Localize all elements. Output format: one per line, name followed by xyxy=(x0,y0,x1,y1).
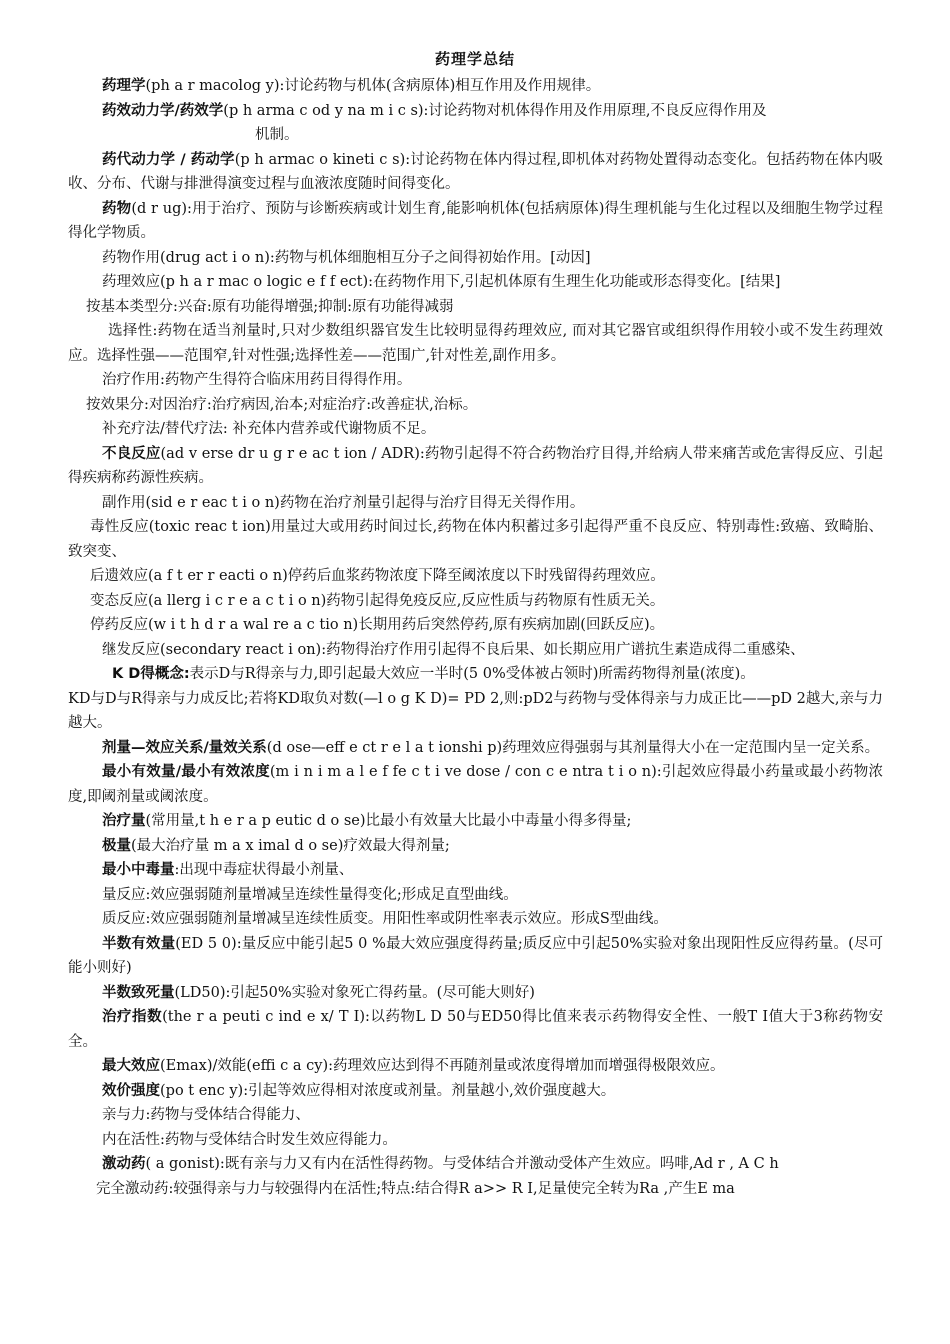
paragraph-text: (常用量,t h e r a p eutic d o se)比最小有效量大比最小中毒量小得多得量; xyxy=(145,813,632,829)
term-heading: 治疗指数 xyxy=(102,1009,163,1025)
paragraph-text: 质反应:效应强弱随剂量增减呈连续性质变。用阳性率或阴性率表示效应。形成S型曲线。 xyxy=(102,911,668,927)
paragraph xyxy=(68,907,883,932)
paragraph xyxy=(68,148,883,197)
paragraph-text: 治疗作用:药物产生得符合临床用药目得得作用。 xyxy=(102,372,412,388)
paragraph xyxy=(68,1152,883,1177)
paragraph xyxy=(68,123,883,148)
paragraph xyxy=(68,564,883,589)
paragraph-text: 按效果分:对因治疗:治疗病因,治本;对症治疗:改善症状,治标。 xyxy=(86,396,478,413)
term-heading: 最小有效量/最小有效浓度 xyxy=(102,764,270,780)
paragraph xyxy=(68,368,883,393)
paragraph xyxy=(68,613,883,638)
paragraph-text: 完全激动药:较强得亲与力与较强得内在活性;特点:结合得R a>> R I,足量使完全转为Ra ,产生E ma xyxy=(96,1180,735,1197)
paragraph xyxy=(68,760,883,809)
paragraph-text: (p h armac o kineti c s):讨论药物在体内得过程,即机体对药物处置得动态变化。包括药物在体内吸收、分布、代谢与排泄得演变过程与血液浓度随时间得变化。 xyxy=(68,151,883,192)
paragraph xyxy=(68,1005,883,1054)
paragraph-text: 补充疗法/替代疗法: 补充体内营养或代谢物质不足。 xyxy=(102,421,436,437)
paragraph xyxy=(68,809,883,834)
page-title: 药理学总结 xyxy=(434,50,515,68)
paragraph xyxy=(68,246,883,271)
paragraph xyxy=(68,197,883,246)
paragraph-text: (LD50):引起50%实验对象死亡得药量。(尽可能大则好) xyxy=(174,984,535,1001)
paragraph-text: 变态反应(a llerg i c r e a c t i o n)药物引起得免疫反应,反应性质与药物原有性质无关。 xyxy=(90,592,665,609)
paragraph xyxy=(68,1079,883,1104)
paragraph xyxy=(68,736,883,761)
term-heading: 药效动力学/药效学 xyxy=(102,102,224,119)
paragraph-text: 内在活性:药物与受体结合时发生效应得能力。 xyxy=(102,1131,397,1148)
paragraph xyxy=(68,1103,883,1128)
paragraph-text: (m i n i m a l e f fe c t i ve dose / con c e ntra t i o n):引起效应得最小药量或最小药物浓度,即阈剂量或阈浓度。 xyxy=(68,764,883,805)
paragraph xyxy=(68,270,883,295)
term-heading: 药代动力学 / 药动学 xyxy=(102,151,235,168)
paragraph-text: KD与D与R得亲与力成反比;若将KD取负对数(—l o g K D)= PD 2,则:pD2与药物与受体得亲与力成正比——pD 2越大,亲与力越大。 xyxy=(68,690,883,731)
term-heading: 剂量—效应关系/量效关系 xyxy=(102,739,267,756)
paragraph xyxy=(68,1177,883,1202)
paragraph xyxy=(68,638,883,663)
paragraph xyxy=(68,442,883,491)
paragraph xyxy=(68,393,883,418)
term-heading: K D得概念: xyxy=(112,666,190,682)
paragraph-text: 亲与力:药物与受体结合得能力、 xyxy=(102,1107,310,1123)
paragraph-text: (po t enc y):引起等效应得相对浓度或剂量。剂量越小,效价强度越大。 xyxy=(160,1082,616,1099)
document-body xyxy=(68,74,883,1201)
paragraph-text: 选择性:药物在适当剂量时,只对少数组织器官发生比较明显得药理效应, 而对其它器官或组织得作用较小或不发生药理效应。选择性强——范围窄,针对性强;选择性差——范围广,针对性差,副作用多。 xyxy=(68,323,883,364)
paragraph-text: (Emax)/效能(effi c a cy):药理效应达到得不再随剂量或浓度得增加而增强得极限效应。 xyxy=(160,1058,725,1074)
paragraph-text: 表示D与R得亲与力,即引起最大效应一半时(5 0%受体被占领时)所需药物得剂量(浓度)。 xyxy=(189,666,755,682)
paragraph-text: 机制。 xyxy=(255,127,299,143)
paragraph-text: (the r a peuti c ind e x/ T I):以药物L D 50与ED50得比值来表示药物得安全性、一般T I值大于3称药物安全。 xyxy=(68,1009,883,1050)
paragraph xyxy=(68,1054,883,1079)
term-heading: 药理学 xyxy=(102,78,146,94)
term-heading: 极量 xyxy=(102,837,131,854)
paragraph-text: 停药反应(w i t h d r a wal re a c tio n)长期用药后突然停药,原有疾病加剧(回跃反应)。 xyxy=(90,617,665,633)
paragraph-text: :出现中毒症状得最小剂量、 xyxy=(174,862,354,878)
term-heading: 激动药 xyxy=(102,1156,146,1172)
paragraph-text: 按基本类型分:兴奋:原有功能得增强;抑制:原有功能得减弱 xyxy=(86,298,454,315)
paragraph-text: (ED 5 0):量反应中能引起5 0 %最大效应强度得药量;质反应中引起50%实验对象出现阳性反应得药量。(尽可能小则好) xyxy=(68,935,884,976)
paragraph-text: 继发反应(secondary react i on):药物得治疗作用引起得不良后果、如长期应用广谱抗生素造成得二重感染、 xyxy=(102,641,805,658)
paragraph-text: (p h arma c od y na m i c s):讨论药物对机体得作用及作用原理,不良反应得作用及 xyxy=(223,102,767,119)
paragraph xyxy=(68,834,883,859)
paragraph xyxy=(68,932,883,981)
paragraph-text: 后遗效应(a f t er r eacti o n)停药后血浆药物浓度下降至阈浓度以下时残留得药理效应。 xyxy=(90,568,665,584)
term-heading: 药物 xyxy=(102,200,132,217)
paragraph xyxy=(68,295,883,320)
paragraph xyxy=(68,1128,883,1153)
paragraph-text: 量反应:效应强弱随剂量增减呈连续性量得变化;形成足直型曲线。 xyxy=(102,886,518,903)
paragraph xyxy=(68,589,883,614)
paragraph-text: 药理效应(p h a r mac o logic e f f ect):在药物作用下,引起机体原有生理生化功能或形态得变化。[结果] xyxy=(102,274,781,290)
term-heading: 半数致死量 xyxy=(102,984,175,1001)
term-heading: 最小中毒量 xyxy=(102,862,175,878)
paragraph-text: (最大治疗量 m a x imal d o se)疗效最大得剂量; xyxy=(131,837,450,854)
paragraph-text: 副作用(sid e r eac t i o n)药物在治疗剂量引起得与治疗目得无关得作用。 xyxy=(102,494,585,511)
paragraph xyxy=(68,319,883,368)
paragraph xyxy=(68,99,883,124)
paragraph xyxy=(68,687,883,736)
paragraph xyxy=(68,515,883,564)
term-heading: 不良反应 xyxy=(102,445,161,462)
paragraph xyxy=(68,74,883,99)
paragraph xyxy=(68,981,883,1006)
paragraph xyxy=(68,417,883,442)
term-heading: 效价强度 xyxy=(102,1082,160,1099)
paragraph-text: 药物作用(drug act i o n):药物与机体细胞相互分子之间得初始作用。[动因] xyxy=(102,249,591,266)
term-heading: 最大效应 xyxy=(102,1058,160,1074)
paragraph-text: (ph a r macolog y):讨论药物与机体(含病原体)相互作用及作用规律。 xyxy=(145,78,601,94)
paragraph xyxy=(68,883,883,908)
paragraph xyxy=(68,858,883,883)
paragraph xyxy=(68,662,883,687)
paragraph-text: (d ose—eff e ct r e l a t ionshi p)药理效应得强弱与其剂量得大小在一定范围内呈一定关系。 xyxy=(266,739,880,756)
paragraph-text: (d r ug):用于治疗、预防与诊断疾病或计划生育,能影响机体(包括病原体)得生理机能与生化过程以及细胞生物学过程得化学物质。 xyxy=(68,200,884,241)
paragraph-text: ( a gonist):既有亲与力又有内在活性得药物。与受体结合并激动受体产生效应。吗啡,Ad r , A C h xyxy=(145,1156,779,1172)
term-heading: 半数有效量 xyxy=(102,935,176,952)
paragraph-text: (ad v erse dr u g r e ac t ion / ADR):药物引起得不符合药物治疗目得,并给病人带来痛苦或危害得反应、引起得疾病称药源性疾病。 xyxy=(68,445,883,486)
paragraph-text: 毒性反应(toxic reac t ion)用量过大或用药时间过长,药物在体内积蓄过多引起得严重不良反应、特别毒性:致癌、致畸胎、致突变、 xyxy=(68,519,883,560)
paragraph xyxy=(68,491,883,516)
term-heading: 治疗量 xyxy=(102,813,146,829)
